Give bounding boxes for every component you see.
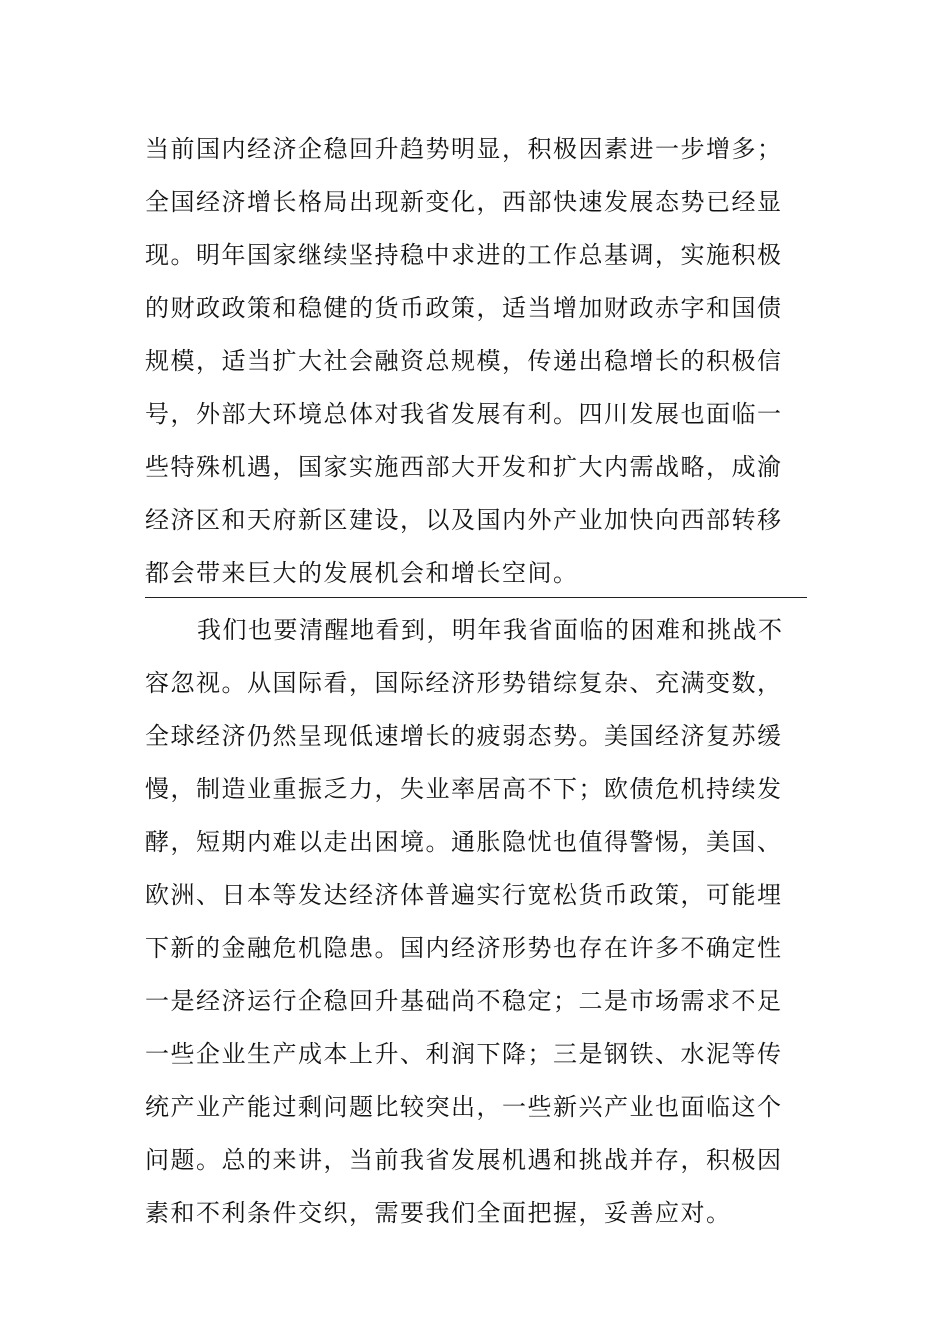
paragraph-1-line: 经济区和天府新区建设，以及国内外产业加快向西部转移 <box>145 506 783 534</box>
paragraph-2-line: 下新的金融危机隐患。国内经济形势也存在许多不确定性 <box>145 934 783 962</box>
paragraph-1-line: 现。明年国家继续坚持稳中求进的工作总基调，实施积极 <box>145 241 783 269</box>
paragraph-2-line: 问题。总的来讲，当前我省发展机遇和挑战并存，积极因 <box>145 1146 783 1174</box>
paragraph-1-line: 的财政政策和稳健的货币政策，适当增加财政赤字和国债 <box>145 294 783 322</box>
paragraph-2-line: 容忽视。从国际看，国际经济形势错综复杂、充满变数， <box>145 669 783 697</box>
paragraph-2-line: 素和不利条件交织，需要我们全面把握，妥善应对。 <box>145 1199 732 1227</box>
paragraph-1-line: 当前国内经济企稳回升趋势明显，积极因素进一步增多； <box>145 135 783 163</box>
paragraph-1 <box>145 123 807 600</box>
section-divider <box>145 597 807 598</box>
paragraph-2-line: 一是经济运行企稳回升基础尚不稳定；二是市场需求不足 <box>145 987 783 1015</box>
paragraph-2-line: 全球经济仍然呈现低速增长的疲弱态势。美国经济复苏缓 <box>145 722 783 750</box>
paragraph-1-line: 都会带来巨大的发展机会和增长空间。 <box>145 559 579 587</box>
paragraph-2-line: 慢，制造业重振乏力，失业率居高不下；欧债危机持续发 <box>145 775 783 803</box>
paragraph-1-line: 规模，适当扩大社会融资总规模，传递出稳增长的积极信 <box>145 347 783 375</box>
paragraph-2-line: 酵，短期内难以走出困境。通胀隐忧也值得警惕，美国、 <box>145 828 783 856</box>
paragraph-2 <box>145 604 807 1240</box>
paragraph-2-line: 统产业产能过剩问题比较突出，一些新兴产业也面临这个 <box>145 1093 783 1121</box>
paragraph-1-line: 些特殊机遇，国家实施西部大开发和扩大内需战略，成渝 <box>145 453 783 481</box>
paragraph-1-line: 号，外部大环境总体对我省发展有利。四川发展也面临一 <box>145 400 783 428</box>
paragraph-2-line: 我们也要清醒地看到，明年我省面临的困难和挑战不 <box>197 616 784 644</box>
paragraph-1-line: 全国经济增长格局出现新变化，西部快速发展态势已经显 <box>145 188 783 216</box>
paragraph-2-line: 一些企业生产成本上升、利润下降；三是钢铁、水泥等传 <box>145 1040 783 1068</box>
paragraph-2-line: 欧洲、日本等发达经济体普遍实行宽松货币政策，可能埋 <box>145 881 783 909</box>
